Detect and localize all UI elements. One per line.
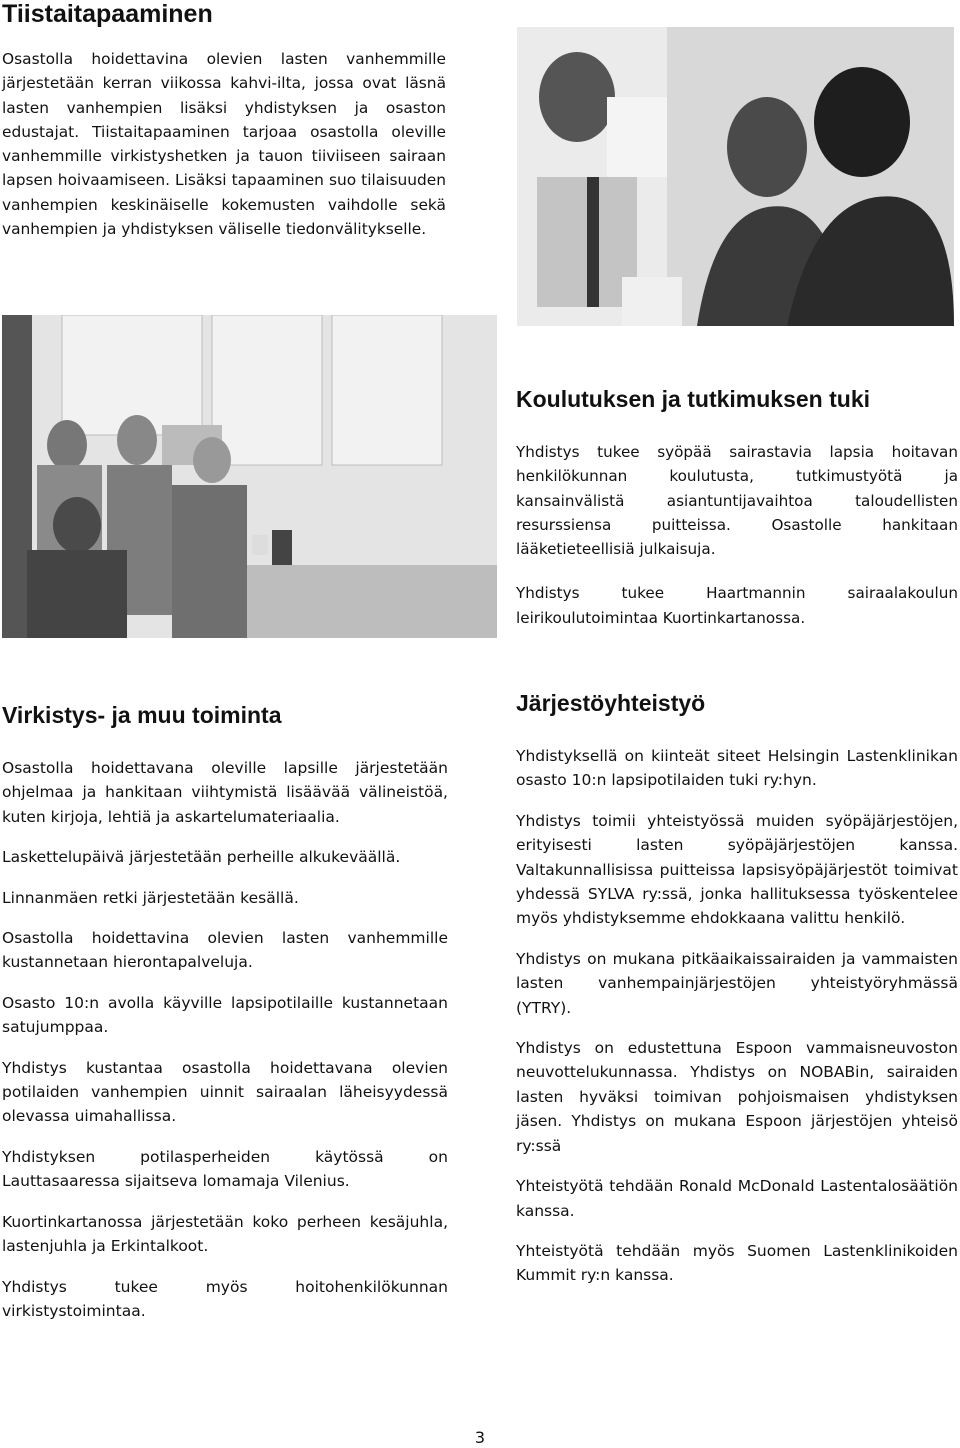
heading-jarjestoyhteistyo: Järjestöyhteistyö — [516, 690, 706, 716]
section-koulutus — [516, 388, 958, 646]
paragraph: Osastolla hoidettavana oleville lapsille järjestetään ohjelmaa ja hankitaan viihtymistä lisäävää välineistöä, kuten kirjoja, lehtiä ja askartelumateriaalia. — [2, 759, 448, 826]
paragraph: Osasto 10:n avolla käyville lapsipotilaille kustannetaan satujumppaa. — [2, 993, 448, 1037]
paragraph: Yhdistys toimii yhteistyössä muiden syöpäjärjestöjen, erityisesti lasten syöpäjärjestöjen kanssa. Valtakunnallisissa puitteissa lapsisyöpäjärjestöt toimivat yhdessä SYLVA ry:ssä, jonka hallituksessa työskentelee myös yhdistyksemme ehdokkaana valittu henkilö. — [516, 811, 958, 928]
paragraph: Yhdistys tukee Haartmannin sairaalakoulun leirikoulutoimintaa Kuortinkartanossa. — [516, 584, 958, 627]
paragraph: Yhdistys on mukana pitkäaikaissairaiden ja vammaisten lasten vanhempainjärjestöjen yhteistyöryhmässä (YTRY). — [516, 949, 958, 1017]
paragraph: Laskettelupäivä järjestetään perheille alkukeväällä. — [2, 848, 401, 867]
page-number: 3 — [474, 1428, 486, 1447]
heading-virkistys: Virkistys- ja muu toiminta — [2, 702, 282, 728]
paragraph: Linnanmäen retki järjestetään kesällä. — [2, 888, 299, 907]
paragraph: Osastolla hoidettavina olevien lasten vanhemmille järjestetään kerran viikossa kahvi-ilta, jossa ovat läsnä lasten vanhempien lisäksi yhdistyksen ja osaston edustajat. Tiistaitapaaminen tarjoaa osastolla oleville vanhemmille virkistyshetken ja tauon tiiviiseen sairaan lapsen hoivaamiseen. Lisäksi tapaaminen suo tilaisuuden vanhempien keskinäiselle kokemusten vaihdolle sekä vanhempien ja yhdistyksen väliselle tiedonvälitykselle. — [2, 50, 446, 239]
photo-puppet-play — [517, 27, 954, 326]
paragraph: Yhdistyksellä on kiinteät siteet Helsingin Lastenklinikan osasto 10:n lapsipotilaiden tuki ry:hyn. — [516, 747, 958, 790]
paragraph: Yhdistys tukee syöpää sairastavia lapsia hoitavan henkilökunnan koulutusta, tutkimustyötä ja kansainvälistä asiantuntijavaihtoa taloudellisten resurssiensa puitteissa. Osastolle hankitaan lääketieteellisiä julkaisuja. — [516, 443, 958, 559]
section-jarjestoyhteistyo — [516, 692, 958, 1304]
paragraph: Yhdistys on edustettuna Espoon vammaisneuvoston neuvottelukunnassa. Yhdistys on NOBABin, sairaiden lasten hyväksi toimivan pohjoismaisen yhdistyksen jäsen. Yhdistys on mukana Espoon järjestöjen yhteisö ry:ssä — [516, 1039, 958, 1155]
paragraph: Yhdistys kustantaa osastolla hoidettavana olevien potilaiden vanhempien uinnit sairaalan läheisyydessä olevassa uimahallissa. — [2, 1058, 448, 1126]
paragraph: Kuortinkartanossa järjestetään koko perheen kesäjuhla, lastenjuhla ja Erkintalkoot. — [2, 1212, 448, 1256]
paragraph: Osastolla hoidettavina olevien lasten vanhemmille kustannetaan hierontapalveluja. — [2, 929, 448, 972]
paragraph: Yhdistyksen potilasperheiden käytössä on Lauttasaaressa sijaitseva lomamaja Vilenius. — [2, 1147, 448, 1191]
section-tiistaitapaaminen — [2, 2, 446, 257]
jarjesto-body — [516, 744, 958, 1288]
paragraph: Yhteistyötä tehdään myös Suomen Lastenklinikoiden Kummit ry:n kanssa. — [516, 1241, 958, 1285]
section-virkistys — [2, 704, 448, 1339]
paragraph: Yhdistys tukee myös hoitohenkilökunnan virkistystoimintaa. — [2, 1277, 448, 1320]
virkistys-body — [2, 756, 448, 1323]
photo-kitchen-group — [2, 315, 497, 638]
heading-koulutus: Koulutuksen ja tutkimuksen tuki — [516, 386, 870, 412]
heading-tiistaitapaaminen: Tiistaitapaaminen — [2, 0, 213, 28]
paragraph: Yhteistyötä tehdään Ronald McDonald Lastentalosäätiön kanssa. — [516, 1177, 958, 1220]
